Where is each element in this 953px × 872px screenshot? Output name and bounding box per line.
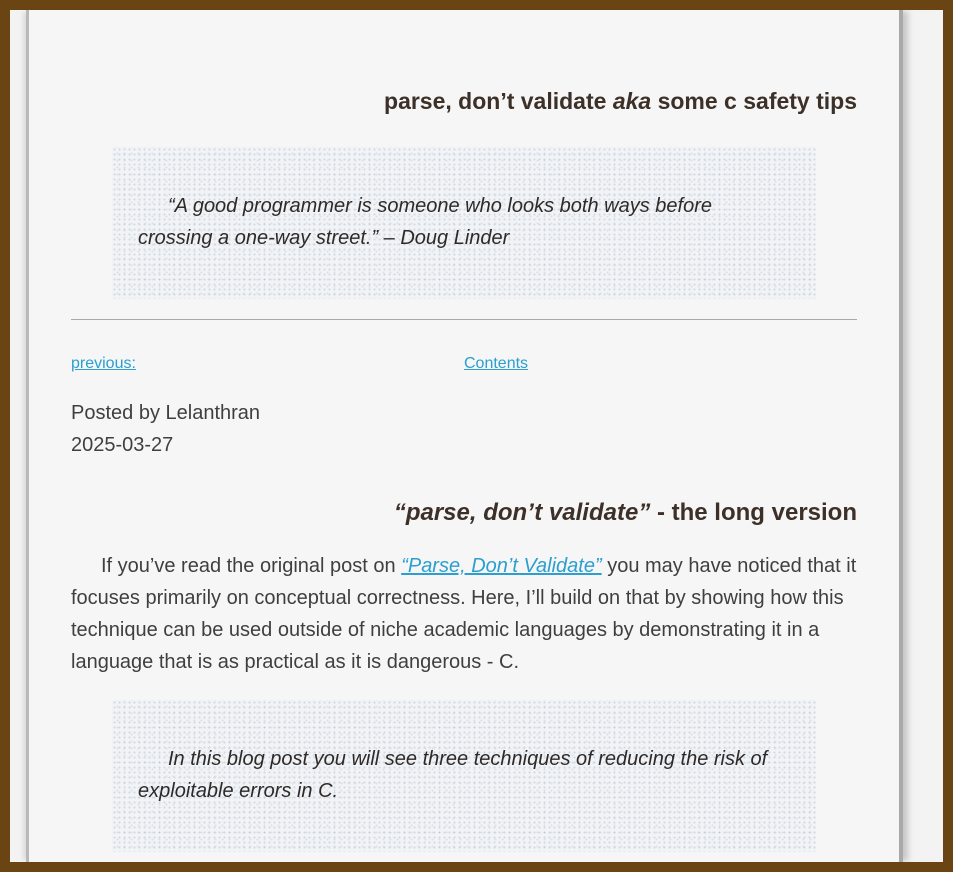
previous-link[interactable]: previous: [71,355,136,372]
epigraph-quote [112,147,816,299]
epigraph-text: “A good programmer is someone who looks both ways before crossing a one-way street.” – Doug Linder [138,195,712,249]
title-main: parse, don’t validate [384,88,613,114]
intro-text-start: If you’ve read the original post on [101,555,402,577]
section-heading [71,499,857,527]
browser-viewport [10,10,943,862]
intro-text-end: you may have noticed that it focuses primarily on conceptual correctness. Here, I’ll build on that by showing how this technique can be used outside of niche academic languages by demonstrating it in a language that is as practical as it is dangerous - C. [71,555,857,673]
title-aka: aka [612,88,652,114]
post-date: 2025-03-27 [71,434,174,456]
author-line: Posted by Lelanthran [71,402,261,424]
page-title [71,88,857,115]
callout-quote [112,700,816,852]
section-heading-rest: - the long version [650,499,857,526]
intro-paragraph [71,550,857,678]
divider [71,319,857,320]
contents-link[interactable]: Contents [464,355,529,372]
parse-dont-validate-link[interactable]: “Parse, Don’t Validate” [401,555,602,577]
page-column [26,10,903,862]
title-rest: some c safety tips [651,88,857,114]
section-heading-emphasis: “parse, don’t validate” [393,499,651,526]
callout-text: In this blog post you will see three techniques of reducing the risk of exploitable errors in C. [138,748,768,802]
